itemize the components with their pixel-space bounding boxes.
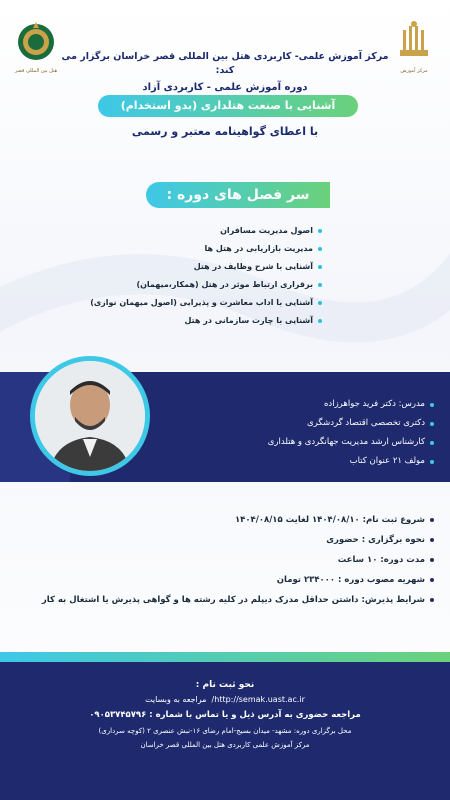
- course-details: [14, 510, 434, 610]
- list-item: مدیریت بازاریابی در هتل ها: [82, 240, 322, 258]
- hotel-crest-icon: [14, 20, 58, 64]
- bullet-icon: [430, 538, 434, 542]
- bullet-icon: [430, 598, 434, 602]
- center-logo-caption: مرکز آموزش: [400, 68, 428, 74]
- bullet-icon: [430, 422, 434, 426]
- sections-title: سر فصل های دوره :: [146, 182, 330, 208]
- bullet-icon: [430, 460, 434, 464]
- bullet-icon: [430, 578, 434, 582]
- center-logo: [394, 20, 434, 80]
- bullet-icon: [430, 518, 434, 522]
- bullet-icon: [318, 283, 322, 287]
- certificate-line: با اعطای گواهینامه معتبر و رسمی: [131, 125, 319, 138]
- website-line: [0, 692, 450, 707]
- phone-number[interactable]: ۰۹۰۵۳۷۴۵۷۹۶: [89, 710, 147, 720]
- address-line: محل برگزاری دوره: مشهد- میدان بسیج-امام رضای ۱۶-نبش عنصری ۲ (کوچه سرداری): [98, 727, 352, 735]
- list-item: نحوه برگزاری : حضوری: [14, 530, 434, 550]
- hotel-logo-caption: هتل بین المللی قصر: [14, 68, 58, 74]
- course-title-banner: آشنایی با صنعت هتلداری (بدو استخدام): [98, 95, 358, 117]
- footer: [0, 662, 450, 800]
- list-item: شهریه مصوب دوره : ۲۳۴۰۰۰ تومان: [14, 570, 434, 590]
- instructor-photo: [30, 356, 150, 476]
- course-type: دوره آموزش علمی - کاربردی آزاد: [142, 82, 308, 93]
- list-item: مدت دوره: ۱۰ ساعت: [14, 550, 434, 570]
- list-item: دکتری تخصصی اقتصاد گردشگری: [164, 414, 434, 433]
- person-portrait-icon: [35, 361, 145, 471]
- list-item: آشنایی با چارت سازمانی در هتل: [82, 312, 322, 330]
- bullet-icon: [318, 301, 322, 305]
- bullet-icon: [318, 319, 322, 323]
- bullet-icon: [430, 558, 434, 562]
- list-item: شرایط پذیرش: داشتن حداقل مدرک دیپلم در کلیه رشته ها و گواهی پذیرش یا اشتغال به کار: [14, 590, 434, 610]
- wheat-crown-icon: [394, 20, 434, 64]
- bullet-icon: [318, 229, 322, 233]
- list-item: کارشناس ارشد مدیریت جهانگردی و هتلداری: [164, 433, 434, 452]
- list-item: مولف ۲۱ عنوان کتاب: [164, 452, 434, 471]
- contact-line: [0, 707, 450, 724]
- visit-text: مراجعه حضوری به آدرس ذیل و یا تماس با شماره :: [149, 710, 361, 720]
- list-item: آشنایی با اداب معاشرت و پذیرایی (اصول میهمان نوازی): [82, 294, 322, 312]
- sections-list: [82, 222, 322, 330]
- hotel-logo: [14, 20, 58, 78]
- center-name-line: مرکز آموزش علمی کاربردی هتل بین المللی قصر خراسان: [140, 741, 310, 749]
- list-item: برقراری ارتباط موثر در هتل (همکار،میهمان): [82, 276, 322, 294]
- list-item: مدرس: دکتر فرید جواهرزاده: [164, 395, 434, 414]
- bullet-icon: [318, 265, 322, 269]
- bullet-icon: [430, 441, 434, 445]
- organizer-line: مرکز آموزش علمی- کاربردی هتل بین المللی قصر خراسان برگزار می کند:: [61, 51, 389, 76]
- registration-title: نحو ثبت نام :: [195, 680, 255, 690]
- bullet-icon: [430, 403, 434, 407]
- website-label: مراجعه به وبسایت: [145, 695, 207, 704]
- list-item: شروع ثبت نام: ۱۴۰۴/۰۸/۱۰ لغایت ۱۴۰۴/۰۸/۱۵: [14, 510, 434, 530]
- bullet-icon: [318, 247, 322, 251]
- header: [60, 50, 390, 96]
- footer-accent: [0, 652, 450, 662]
- list-item: اصول مدیریت مسافران: [82, 222, 322, 240]
- instructor-info: [164, 395, 434, 471]
- website-url[interactable]: http://semak.uast.ac.ir/: [211, 695, 305, 704]
- list-item: آشنایی با شرح وظایف در هتل: [82, 258, 322, 276]
